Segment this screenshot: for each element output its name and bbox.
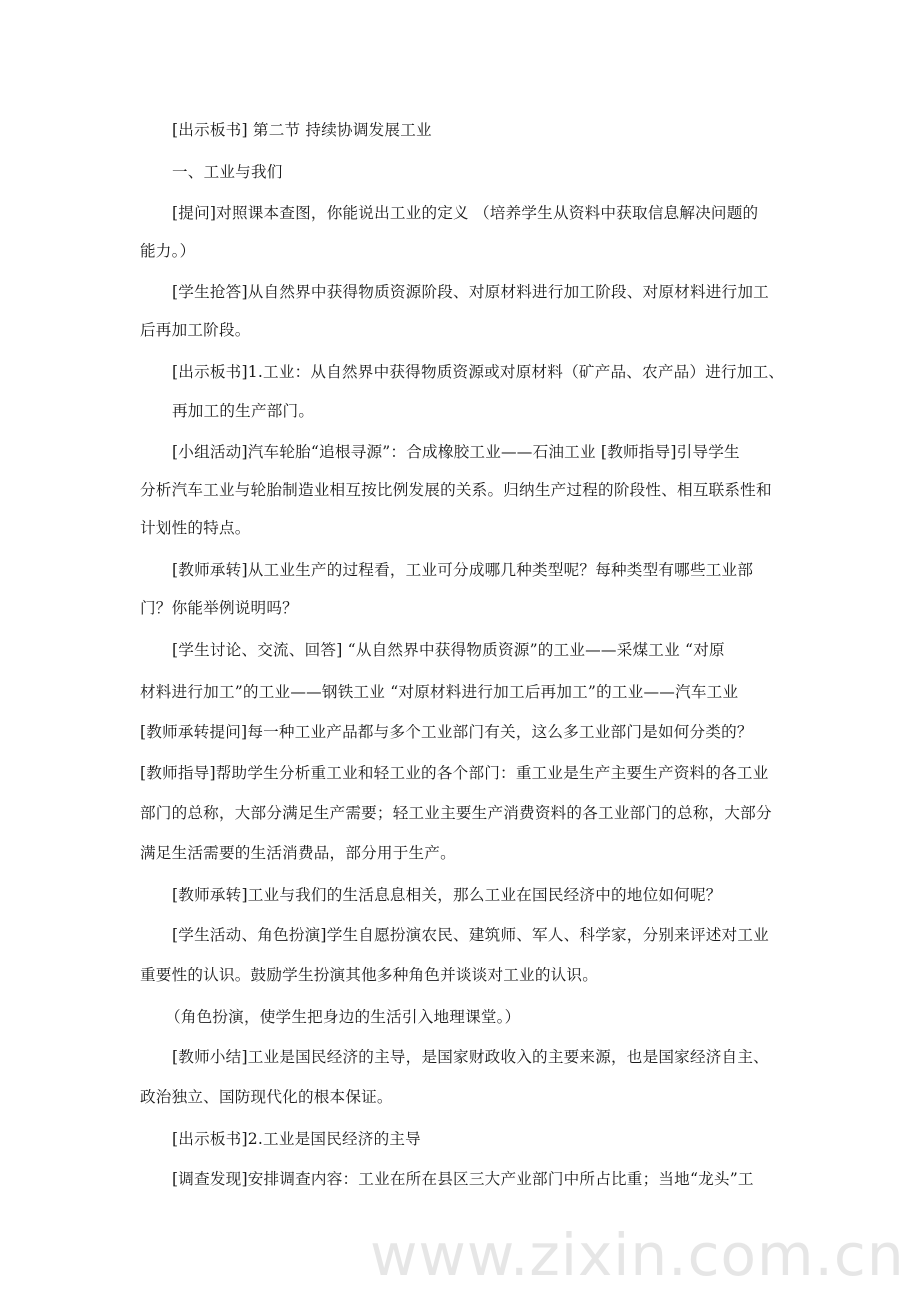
- paragraph-line: [教师承转]工业与我们的生活息息相关，那么工业在国民经济中的地位如何呢？: [172, 886, 722, 904]
- watermark: www.zixin.com.cn: [370, 1221, 905, 1289]
- paragraph-line: 分析汽车工业与轮胎制造业相互按比例发展的关系。归纳生产过程的阶段性、相互联系性和: [140, 481, 772, 499]
- paragraph-line: 重要性的认识。鼓励学生扮演其他多种角色并谈谈对工业的认识。: [140, 966, 599, 984]
- paragraph-line: [教师承转]从工业生产的过程看，工业可分成哪几种类型呢？每种类型有哪些工业部: [172, 561, 754, 579]
- paragraph-line: [提问]对照课本查图，你能说出工业的定义 （培养学生从资料中获取信息解决问题的: [172, 204, 759, 222]
- paragraph-line: [学生活动、角色扮演]学生自愿扮演农民、建筑师、军人、科学家，分别来评述对工业: [172, 926, 769, 944]
- paragraph-line: [教师指导]帮助学生分析重工业和轻工业的各个部门：重工业是生产主要生产资料的各工业: [140, 764, 769, 782]
- paragraph-line: （角色扮演，使学生把身边的生活引入地理课堂。）: [165, 1008, 521, 1026]
- paragraph-line: 政治独立、国防现代化的根本保证。: [140, 1088, 393, 1106]
- paragraph-line: [小组活动]汽车轮胎“追根寻源”：合成橡胶工业——石油工业 [教师指导]引导学生: [172, 443, 740, 461]
- paragraph-line: [出示板书]1.工业：从自然界中获得物质资源或对原材料（矿产品、农产品）进行加工、: [172, 363, 785, 381]
- paragraph-line: 后再加工阶段。: [140, 321, 251, 339]
- paragraph-line: 满足生活需要的生活消费品，部分用于生产。: [140, 844, 456, 862]
- paragraph-line: 能力。）: [140, 242, 196, 260]
- paragraph-line: 计划性的特点。: [140, 519, 251, 537]
- paragraph-line: 再加工的生产部门。: [172, 402, 315, 420]
- paragraph-line: [教师小结]工业是国民经济的主导，是国家财政收入的主要来源，也是国家经济自主、: [172, 1048, 769, 1066]
- paragraph-line: [学生抢答]从自然界中获得物质资源阶段、对原材料进行加工阶段、对原材料进行加工: [172, 283, 769, 301]
- section-heading: [出示板书] 第二节 持续协调发展工业: [172, 121, 432, 139]
- paragraph-line: 部门的总称，大部分满足生产需要；轻工业主要生产消费资料的各工业部门的总称，大部分: [140, 804, 772, 822]
- paragraph-line: [教师承转提问]每一种工业产品都与多个工业部门有关，这么多工业部门是如何分类的？: [140, 723, 753, 741]
- paragraph-line: [学生讨论、交流、回答] “从自然界中获得物质资源”的工业——采煤工业 “对原: [172, 641, 725, 659]
- paragraph-line: 门？你能举例说明吗？: [140, 599, 298, 617]
- paragraph-line: 材料进行加工”的工业——钢铁工业 “对原材料进行加工后再加工”的工业——汽车工业: [140, 683, 739, 701]
- paragraph-line: [出示板书]2.工业是国民经济的主导: [172, 1130, 421, 1148]
- paragraph-line: [调查发现]安排调查内容：工业在所在县区三大产业部门中所占比重；当地“龙头”工: [172, 1170, 754, 1188]
- subheading: 一、工业与我们: [172, 163, 283, 181]
